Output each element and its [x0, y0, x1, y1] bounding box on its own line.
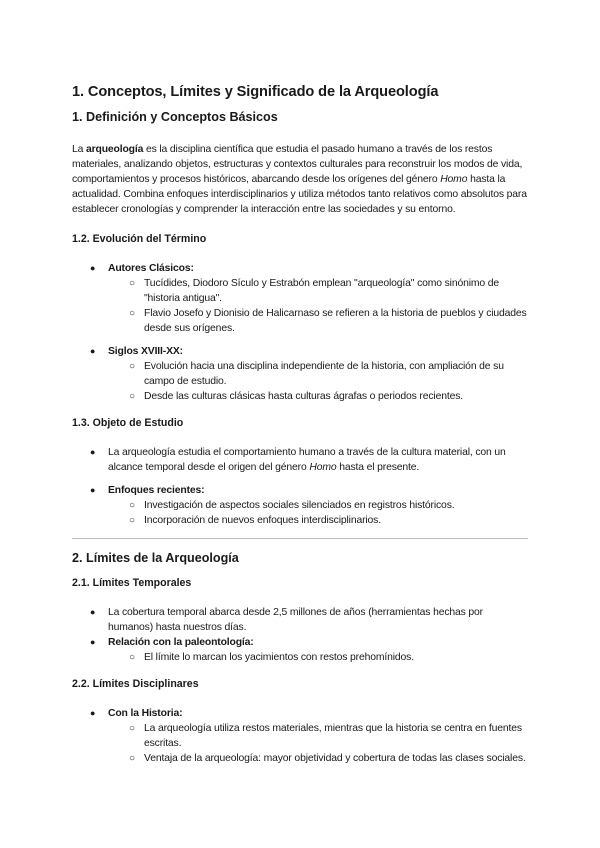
- section-2-heading: 2. Límites de la Arqueología: [72, 551, 239, 565]
- section-1-3-heading: 1.3. Objeto de Estudio: [72, 417, 184, 429]
- section-2-2-heading: 2.2. Límites Disciplinares: [72, 678, 199, 690]
- label-autores: Autores Clásicos:: [108, 263, 194, 274]
- intro-paragraph: La arqueología es la disciplina científica que estudia el pasado humano a través de los restos materiales, analizando objetos, estructuras y contextos culturales para reconstruir los modos de vida, comportamientos y procesos históricos, abarcando desde los orígenes del género Homo hasta la actualidad. Combina enfoques interdisciplinarios y utiliza métodos tanto relativos como absolutos para establecer cronologías y comprender la interacción entre las sociedades y su entorno.: [72, 144, 527, 215]
- circle-bullet-icon: ○: [129, 361, 135, 372]
- list-item: ○ Flavio Josefo y Dionisio de Halicarnaso se refieren a la historia de pueblos y ciudades desde sus orígenes.: [129, 308, 527, 334]
- keyword-arqueologia: arqueología: [86, 144, 144, 155]
- list-item-paleontologia: [72, 635, 528, 665]
- bullet-icon: ●: [90, 607, 96, 617]
- list-item-autores: [72, 261, 528, 336]
- bullet-icon: ●: [90, 485, 96, 495]
- list-item: ○ Incorporación de nuevos enfoques interdisciplinarios.: [129, 515, 381, 526]
- circle-bullet-icon: ○: [129, 278, 135, 289]
- list-item-historia: [72, 706, 528, 766]
- list-item-siglos: [72, 344, 528, 404]
- label-historia: Con la Historia:: [108, 708, 183, 719]
- bullet-icon: ●: [90, 637, 96, 647]
- circle-bullet-icon: ○: [129, 308, 135, 319]
- circle-bullet-icon: ○: [129, 753, 135, 764]
- section-1-2-heading: 1.2. Evolución del Término: [72, 233, 207, 245]
- list-item-cobertura: ● La cobertura temporal abarca desde 2,5 millones de años (herramientas hechas por humanos) hasta nuestros días.: [90, 607, 483, 633]
- bullet-icon: ●: [90, 346, 96, 356]
- bullet-icon: ●: [90, 708, 96, 718]
- document-content: [72, 80, 528, 766]
- circle-bullet-icon: ○: [129, 723, 135, 734]
- circle-bullet-icon: ○: [129, 652, 135, 663]
- bullet-icon: ●: [90, 447, 96, 457]
- main-heading: 1. Conceptos, Límites y Significado de la Arqueología: [72, 84, 439, 100]
- label-enfoques: Enfoques recientes:: [108, 485, 205, 496]
- circle-bullet-icon: ○: [129, 500, 135, 511]
- list-item-enfoques: [72, 483, 528, 528]
- label-paleontologia: Relación con la paleontología:: [108, 637, 254, 648]
- term-homo: Homo: [309, 462, 337, 473]
- list-limites-temporales: [72, 605, 528, 665]
- circle-bullet-icon: ○: [129, 515, 135, 526]
- list-item: ○ Investigación de aspectos sociales silenciados en registros históricos.: [129, 500, 455, 511]
- list-item-objeto: ● La arqueología estudia el comportamiento humano a través de la cultura material, con un alcance temporal desde el origen del género Homo hasta el presente.: [90, 447, 506, 473]
- section-1-heading: 1. Definición y Conceptos Básicos: [72, 110, 278, 124]
- bullet-icon: ●: [90, 263, 96, 273]
- list-item: ○ Ventaja de la arqueología: mayor objetividad y cobertura de todas las clases sociales.: [129, 753, 526, 764]
- list-item: ○ Desde las culturas clásicas hasta culturas ágrafas o periodos recientes.: [129, 391, 463, 402]
- list-limites-disciplinares: [72, 706, 528, 766]
- term-homo: Homo: [440, 174, 468, 185]
- section-divider: [72, 538, 528, 539]
- label-siglos: Siglos XVIII-XX:: [108, 346, 183, 357]
- list-item: ○ El límite lo marcan los yacimientos con restos prehomínidos.: [129, 652, 414, 663]
- circle-bullet-icon: ○: [129, 391, 135, 402]
- list-evolucion: [72, 261, 528, 404]
- list-item: ○ La arqueología utiliza restos materiales, mientras que la historia se centra en fuentes escritas.: [129, 723, 522, 749]
- list-item: ○ Evolución hacia una disciplina independiente de la historia, con ampliación de su campo de estudio.: [129, 361, 504, 387]
- section-2-1-heading: 2.1. Límites Temporales: [72, 577, 192, 589]
- list-item: ○ Tucídides, Diodoro Sículo y Estrabón emplean "arqueología" como sinónimo de "historia antigua".: [129, 278, 499, 304]
- list-objeto: [72, 445, 528, 528]
